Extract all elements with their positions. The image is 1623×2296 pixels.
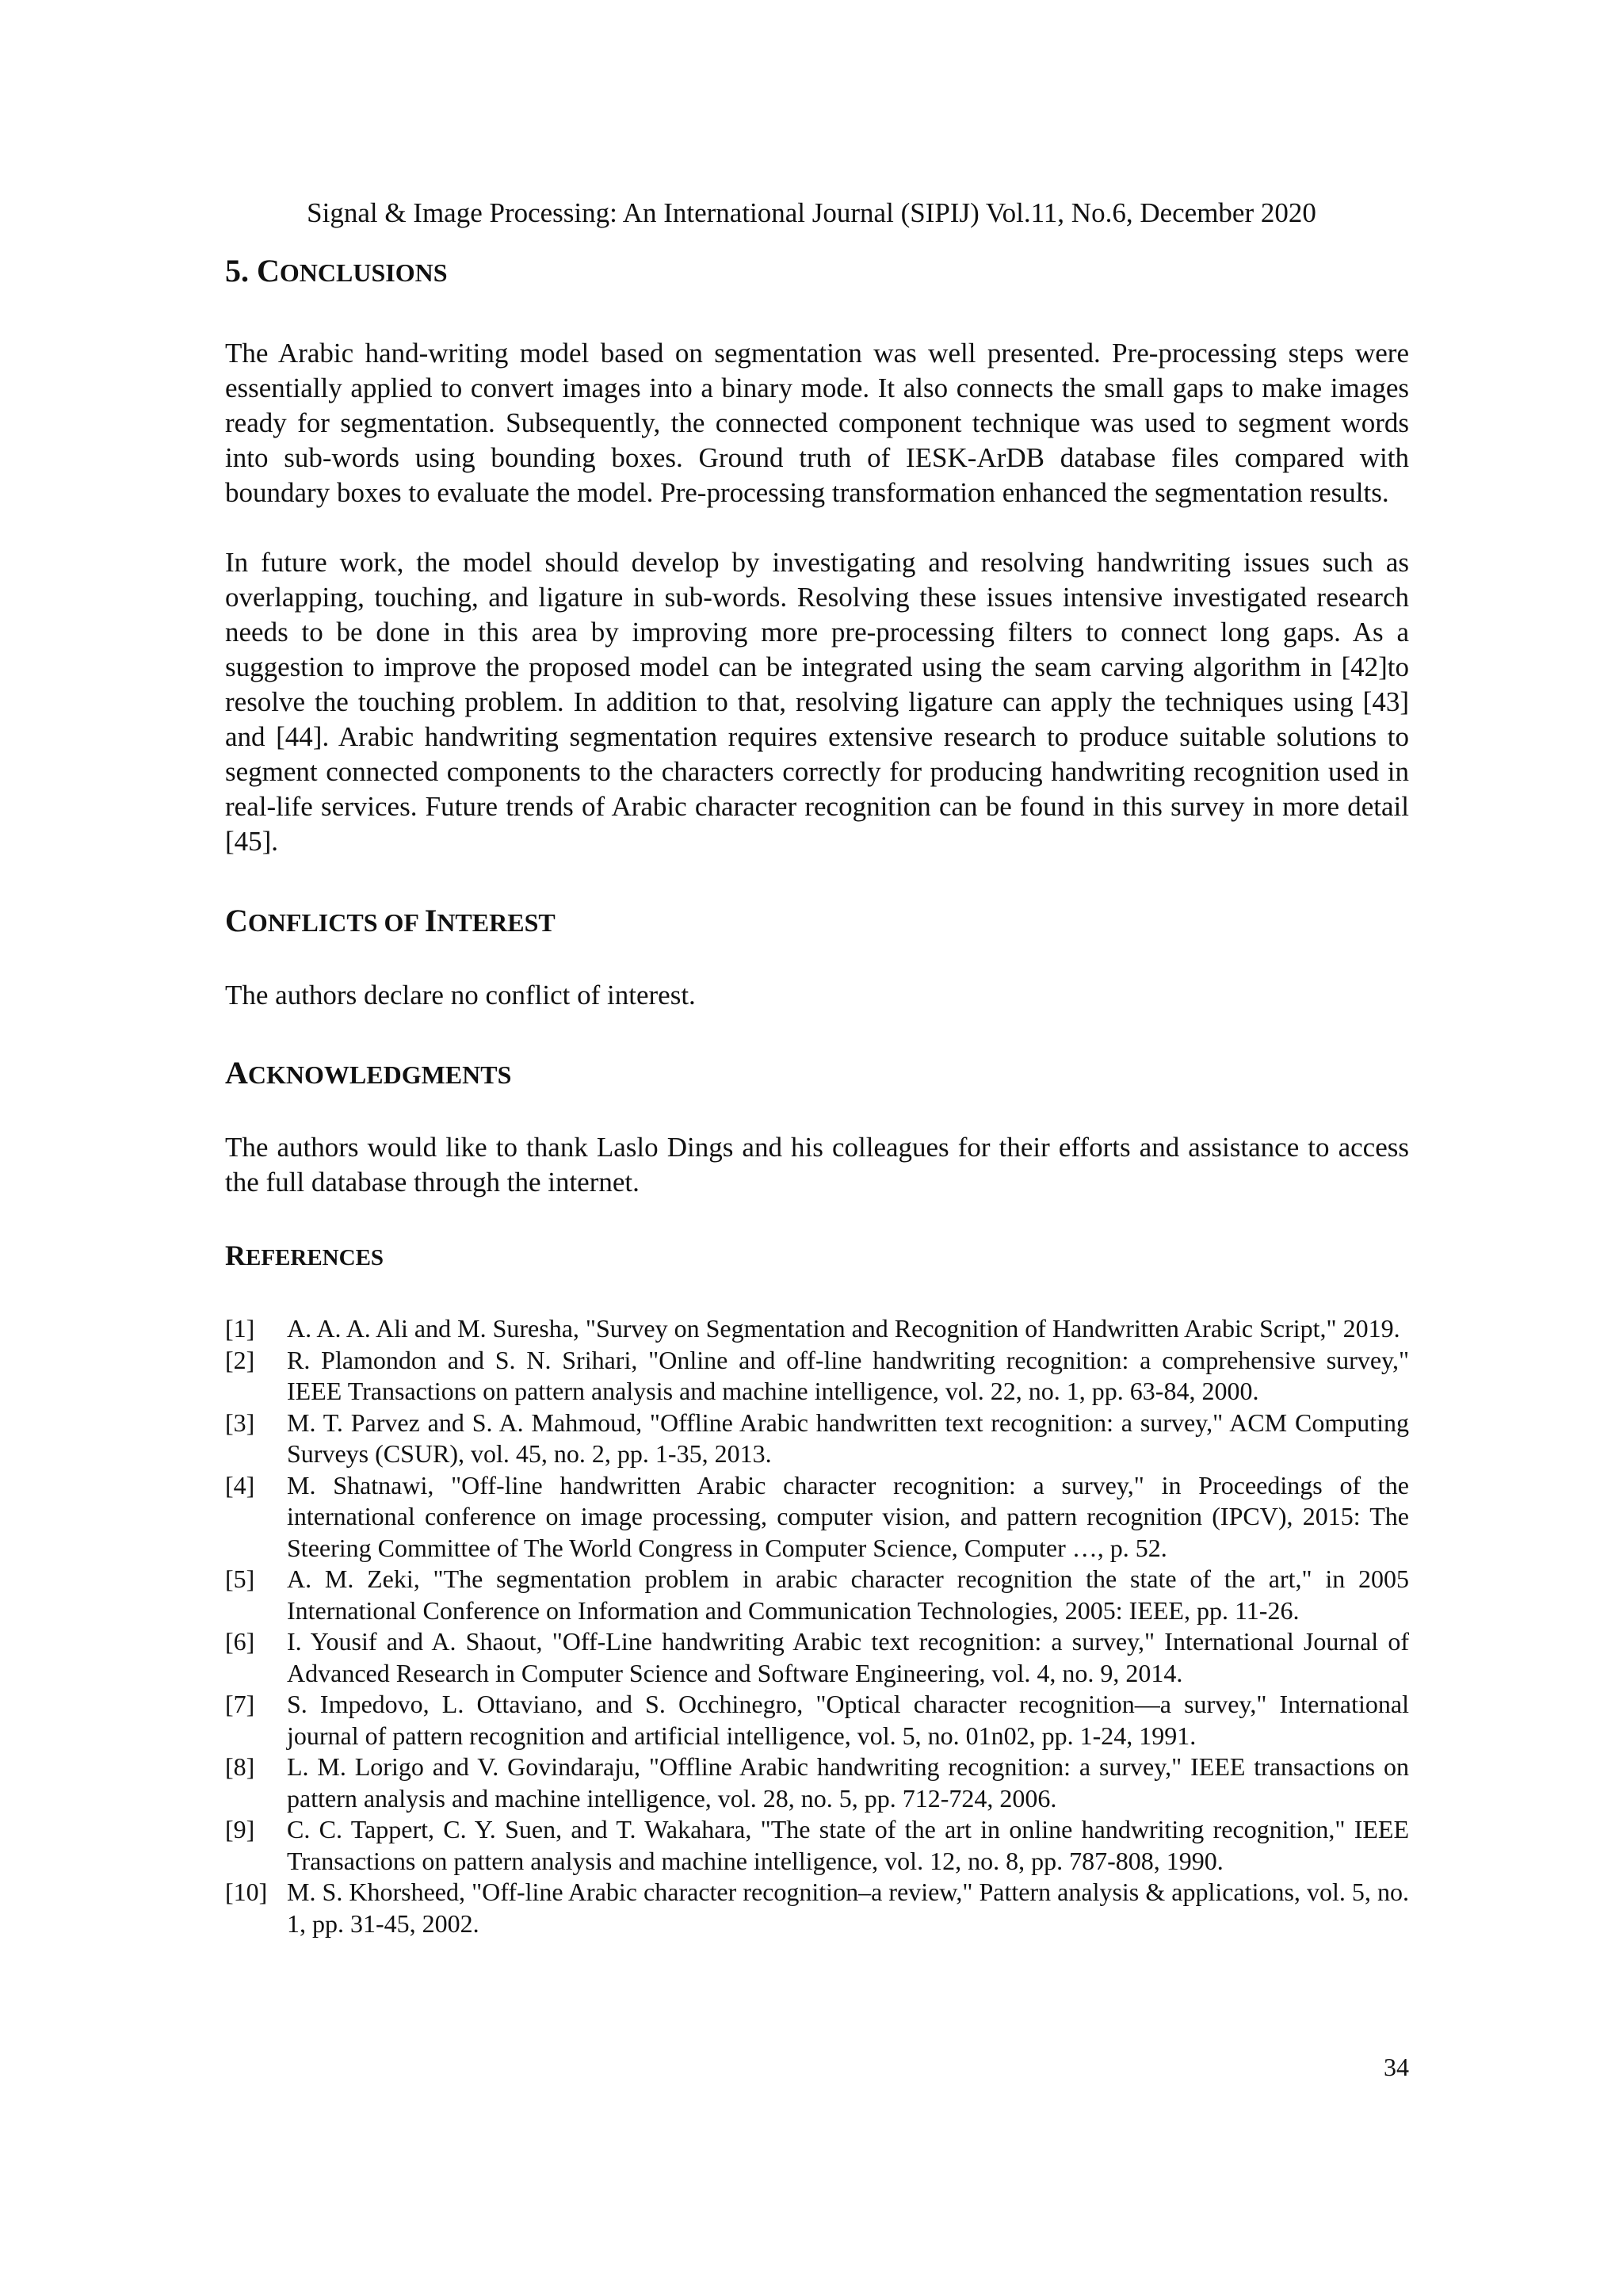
reference-item	[225, 1626, 1409, 1689]
journal-header: Signal & Image Processing: An International Journal (SIPIJ) Vol.11, No.6, December 2020	[307, 197, 1316, 228]
reference-number: [10]	[225, 1878, 268, 1906]
reference-number: [9]	[225, 1815, 255, 1843]
reference-number: [6]	[225, 1627, 255, 1656]
reference-number: [1]	[225, 1314, 255, 1343]
reference-item	[225, 1689, 1409, 1752]
reference-text: M. Shatnawi, "Off-line handwritten Arabic character recognition: a survey," in Proceedings of the international conference on image processing, computer vision, and pattern recognition (IPCV), 2015: The Steering Committee of The World Congress in Computer Science, Computer …, p. 52.	[287, 1470, 1409, 1562]
section-title-conclusions: 5. CONCLUSIONS	[225, 253, 448, 288]
reference-item	[225, 1564, 1409, 1626]
reference-number: [4]	[225, 1470, 255, 1499]
reference-text: I. Yousif and A. Shaout, "Off-Line handwriting Arabic text recognition: a survey," International Journal of Advanced Research in Computer Science and Software Engineering, vol. 4, no. 9, 2014.	[287, 1627, 1409, 1687]
reference-text: C. C. Tappert, C. Y. Suen, and T. Wakahara, "The state of the art in online handwriting recognition," IEEE Transactions on pattern analysis and machine intelligence, vol. 12, no. 8, pp. 787-808, 1990.	[287, 1815, 1409, 1875]
page-number: 34	[1384, 2053, 1409, 2081]
reference-text: M. S. Khorsheed, "Off-line Arabic character recognition–a review," Pattern analysis & applications, vol. 5, no. 1, pp. 31-45, 2002.	[287, 1878, 1409, 1938]
page-content	[225, 247, 1409, 1939]
reference-text: S. Impedovo, L. Ottaviano, and S. Occhinegro, "Optical character recognition—a survey," International journal of pattern recognition and artificial intelligence, vol. 5, no. 01n02, pp. 1-24, 1991.	[287, 1690, 1409, 1750]
section-title-references: REFERENCES	[225, 1240, 384, 1271]
reference-number: [5]	[225, 1564, 255, 1593]
reference-text: A. A. A. Ali and M. Suresha, "Survey on Segmentation and Recognition of Handwritten Arabic Script," 2019.	[287, 1314, 1400, 1343]
reference-number: [8]	[225, 1752, 255, 1781]
reference-item	[225, 1408, 1409, 1470]
reference-item	[225, 1752, 1409, 1814]
reference-item	[225, 1814, 1409, 1877]
reference-number: [7]	[225, 1690, 255, 1718]
conclusions-paragraph-2: In future work, the model should develop by investigating and resolving handwriting issues such as overlapping, touching, and ligature in sub-words. Resolving these issues intensive investigated research needs to be done in this area by improving more pre-processing filters to connect long gaps. As a suggestion to improve the proposed model can be integrated using the seam carving algorithm in [42]to resolve the touching problem. In addition to that, resolving ligature can apply the techniques using [43] and [44]. Arabic handwriting segmentation requires extensive research to produce suitable solutions to segment connected components to the characters correctly for producing handwriting recognition used in real-life services. Future trends of Arabic character recognition can be found in this survey in more detail [45].	[225, 547, 1409, 857]
conflicts-paragraph: The authors declare no conflict of interest.	[225, 980, 696, 1010]
section-title-acknowledgments: ACKNOWLEDGMENTS	[225, 1055, 512, 1091]
reference-list	[225, 1313, 1409, 1939]
conclusions-paragraph-1: The Arabic hand-writing model based on segmentation was well presented. Pre-processing steps were essentially applied to convert images into a binary mode. It also connects the small gaps to make images ready for segmentation. Subsequently, the connected component technique was used to segment words into sub-words using bounding boxes. Ground truth of IESK-ArDB database files compared with boundary boxes to evaluate the model. Pre-processing transformation enhanced the segmentation results.	[225, 338, 1409, 508]
reference-text: R. Plamondon and S. N. Srihari, "Online and off-line handwriting recognition: a comprehensive survey," IEEE Transactions on pattern analysis and machine intelligence, vol. 22, no. 1, pp. 63-84, 2000.	[287, 1345, 1409, 1405]
acknowledgments-paragraph: The authors would like to thank Laslo Dings and his colleagues for their efforts and assistance to access the full database through the internet.	[225, 1132, 1409, 1198]
reference-item	[225, 1313, 1409, 1345]
reference-text: A. M. Zeki, "The segmentation problem in arabic character recognition the state of the art," in 2005 International Conference on Information and Communication Technologies, 2005: IEEE, pp. 11-26.	[287, 1564, 1409, 1625]
section-title-conflicts: CONFLICTS OF INTEREST	[225, 903, 556, 938]
reference-text: L. M. Lorigo and V. Govindaraju, "Offline Arabic handwriting recognition: a survey," IEEE transactions on pattern analysis and machine intelligence, vol. 28, no. 5, pp. 712-724, 2006.	[287, 1752, 1409, 1813]
reference-number: [3]	[225, 1408, 255, 1437]
reference-item	[225, 1470, 1409, 1564]
reference-number: [2]	[225, 1345, 255, 1374]
reference-text: M. T. Parvez and S. A. Mahmoud, "Offline Arabic handwritten text recognition: a survey," ACM Computing Surveys (CSUR), vol. 45, no. 2, pp. 1-35, 2013.	[287, 1408, 1409, 1468]
reference-item	[225, 1877, 1409, 1939]
reference-item	[225, 1345, 1409, 1408]
